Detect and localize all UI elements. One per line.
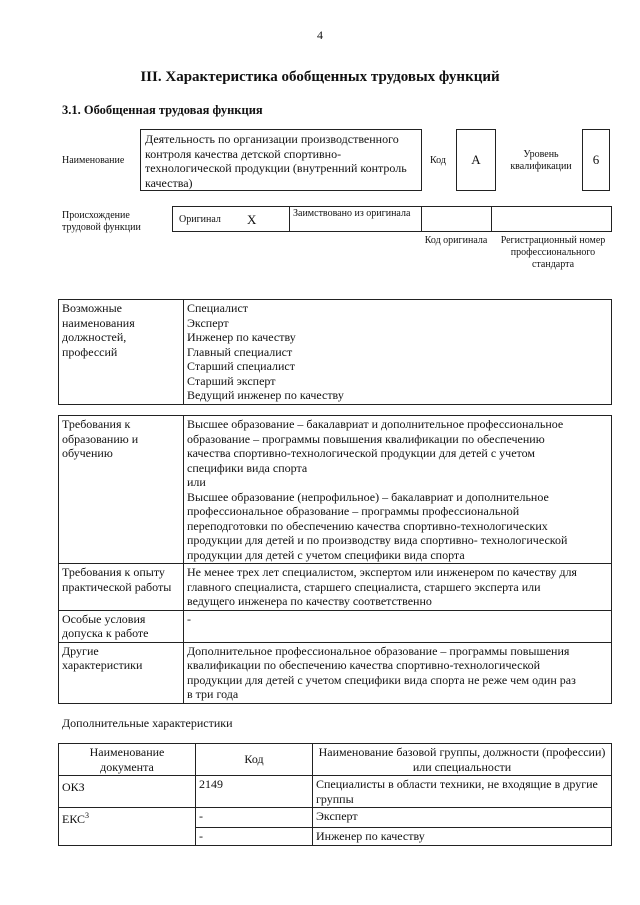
additional-header-row [59,744,612,776]
header-code: Код [196,744,313,776]
text-line: переподготовки по обеспечению качества спортивно-технологических [187,518,548,533]
subsection-title: 3.1. Обобщенная трудовая функция [62,103,263,117]
text-line: образование – программы повышения квалификации по обеспечению [187,431,545,446]
text-line: квалификации по обеспечению качества спортивно-технологической [187,658,541,672]
requirement-label: Требования к опыту практической работы [59,564,184,611]
position-item: Эксперт [187,315,229,330]
text-line: продукции для детей с учетом специфики вида спорта [187,547,465,562]
origin-borrowed-cell [289,207,422,231]
name-label: Наименование [62,155,125,166]
original-label: Оригинал [179,214,221,225]
row-document: ЕКС$^3$ [59,808,196,828]
text-line: продукции для детей и по производству вида спортивно- технологической [187,533,568,547]
table-row [59,776,612,808]
text-line: в три года [187,687,239,701]
borrowed-label: Заимствовано из оригинала [293,208,411,219]
text-line: ведущего инженера по качеству соответственно [187,594,432,608]
row-code: - [196,808,313,828]
row-code: - [196,828,313,846]
text-line: специфики вида спорта [187,460,308,475]
section-title: III. Характеристика обобщенных трудовых функций [140,69,500,85]
requirement-label: Особые условия допуска к работе [59,610,184,642]
table-row [59,828,612,846]
original-mark: X [247,212,257,227]
position-item: Специалист [187,301,249,315]
text-line: Высшее образование (непрофильное) – бакалавриат и дополнительное [187,489,549,504]
text-line: качества спортивно-технологической продукции для детей с учетом [187,446,535,460]
code-original-label: Код оригинала [424,235,488,246]
origin-label: Происхождение трудовой функции [62,210,141,233]
origin-code-cell [421,207,492,231]
positions-table [58,299,612,405]
requirement-row-other [59,642,612,703]
table-row [59,808,612,828]
row-document [59,828,196,846]
level-label: Уровень квалификации [510,149,572,172]
positions-label: Возможные наименования должностей, профессий [59,300,184,405]
requirement-text [184,416,612,564]
text-line: главного специалиста, старшего специалиста, старшего эксперта или [187,579,541,594]
requirement-text [184,642,612,703]
row-name: Эксперт [313,808,612,828]
code-label: Код [430,155,446,166]
text-line: профессиональное образование – программы профессиональной [187,504,520,518]
row-name: Инженер по качеству [313,828,612,846]
text-line: Дополнительное профессиональное образование – программы повышения [187,643,570,658]
position-item: Главный специалист [187,344,293,359]
position-item: Ведущий инженер по качеству [187,388,344,402]
function-name-box: Деятельность по организации производственного контроля качества детской спортивно-технологической продукции (внутренний контроль качества) [140,129,422,191]
position-item: Старший специалист [187,359,295,373]
text-line: или [187,475,206,489]
requirement-row-experience [59,564,612,611]
origin-row [172,206,612,232]
requirement-text [184,564,612,611]
header-document: Наименование документа [59,744,196,776]
reg-number-label: Регистрационный номер профессионального стандарта [500,235,606,270]
origin-original-cell [173,207,290,231]
requirement-label: Другие характеристики [59,642,184,703]
additional-table [58,743,612,846]
requirement-text [184,610,612,642]
row-code: 2149 [196,776,313,808]
additional-title: Дополнительные характеристики [62,716,233,730]
page-number: 4 [317,28,323,42]
position-item: Инженер по качеству [187,330,296,344]
requirement-row-conditions [59,610,612,642]
position-item: Старший эксперт [187,373,276,388]
header-group-name: Наименование базовой группы, должности (профессии) или специальности [313,744,612,776]
requirement-row-education [59,416,612,564]
qualification-level-box: 6 [582,129,610,191]
row-name: Специалисты в области техники, не входящие в другие группы [313,776,612,808]
function-code-box: А [456,129,496,191]
positions-list [184,300,612,405]
requirement-label: Требования к образованию и обучению [59,416,184,564]
text-line: Не менее трех лет специалистом, экспертом или инженером по качеству для [187,565,577,579]
origin-reg-cell [491,207,611,231]
text-line: Высшее образование – бакалавриат и дополнительное профессиональное [187,417,564,431]
requirements-table [58,415,612,704]
text-line: продукции для детей с учетом специфики вида спорта не реже чем один раз [187,672,576,687]
text-line: - [187,611,191,626]
row-document: ОКЗ [59,776,196,808]
